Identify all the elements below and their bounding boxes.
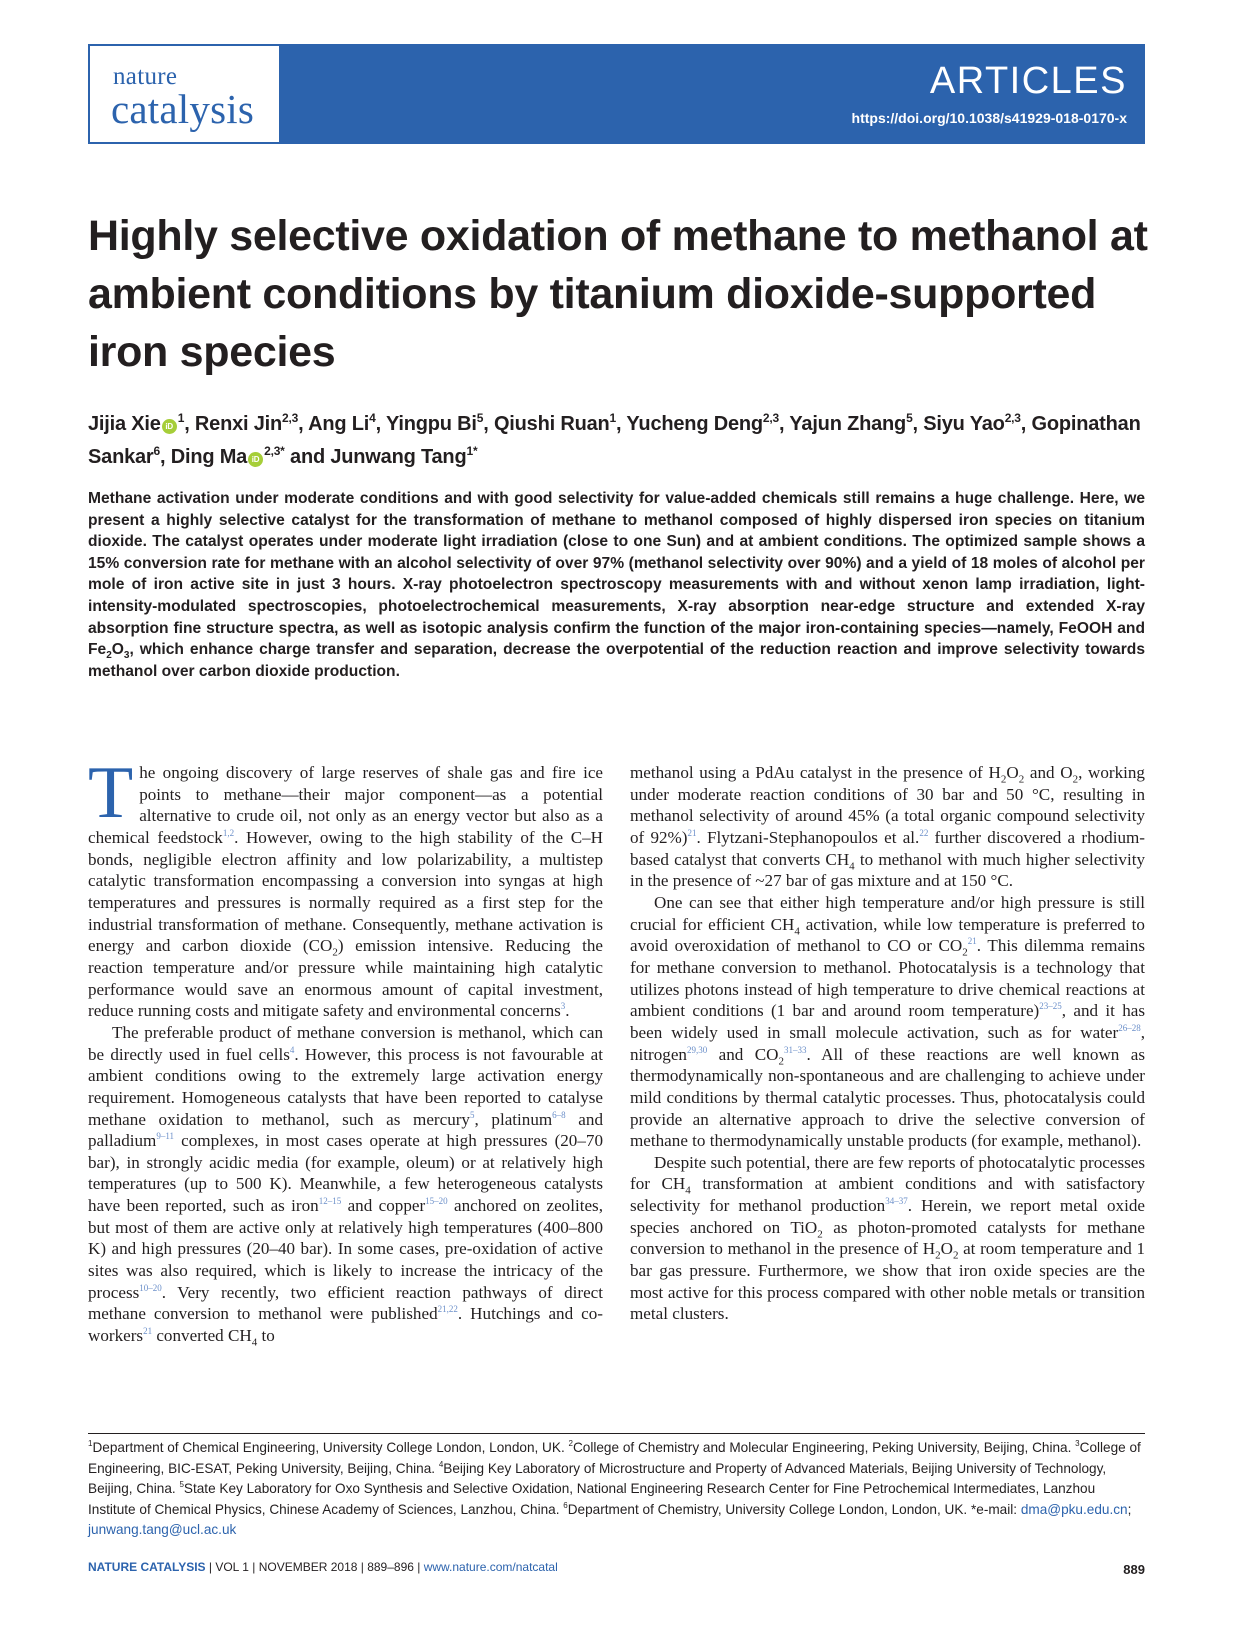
citation-ref[interactable]: 5 xyxy=(469,1109,475,1120)
author-name: Jijia Xie xyxy=(88,413,161,435)
citation-ref[interactable]: 1,2 xyxy=(222,827,235,838)
body-text: methanol using a PdAu catalyst in the presence of H xyxy=(630,763,1001,782)
author xyxy=(308,413,376,435)
author-affiliation: 1 xyxy=(177,411,185,425)
affiliation-number: 1 xyxy=(88,1439,93,1448)
citation-ref[interactable]: 34–37 xyxy=(885,1196,908,1207)
citation-ref[interactable]: 3 xyxy=(560,1001,566,1012)
citation-ref[interactable]: 6–8 xyxy=(552,1109,566,1120)
subscript: 4 xyxy=(251,1336,258,1349)
body-text: O xyxy=(1006,763,1019,782)
subscript: 2 xyxy=(1018,773,1025,786)
body-text: activation, while low temperature is preferred to avoid overoxidation of methanol to CO or CO xyxy=(630,914,1145,956)
author xyxy=(494,413,616,435)
abstract xyxy=(88,488,1145,682)
subscript: 2 xyxy=(952,1249,959,1262)
body-text: to methanol with much higher selectivity in the presence of ~27 bar of gas mixture and at 150 °C. xyxy=(630,849,1145,891)
section-label: ARTICLES xyxy=(929,60,1127,102)
affiliation-text: Department of Chemical Engineering, University College London, London, UK. xyxy=(92,1440,569,1455)
author-name: Qiushi Ruan xyxy=(493,413,610,435)
citation-ref[interactable]: 26–28 xyxy=(1118,1022,1141,1033)
subscript: 4 xyxy=(794,925,800,937)
author-name: Ding Ma xyxy=(170,446,248,468)
abstract-text-mid: O xyxy=(111,641,124,659)
body-text: . Hutchings and co-workers xyxy=(88,1304,604,1346)
citation-ref[interactable]: 21,22 xyxy=(437,1304,458,1315)
body-text: . Herein, we report metal oxide species anchored on TiO xyxy=(630,1196,1145,1237)
author-affiliation: 2,3 xyxy=(1004,411,1021,425)
journal-header xyxy=(88,44,1145,144)
citation-ref[interactable]: 21 xyxy=(143,1326,153,1337)
author xyxy=(195,413,298,435)
author-list: Jijia Xie $iD^1$, Renxi Jin$^{2,3}$, Ang Li$^4$, Yingpu Bi$^5$, Qiushi Ruan$^1$, Yucheng Deng$^{2,3}$, Yajun Zhang$^5$, Siyu Yao$^{2,3}$, Gopinathan Sankar$^6$, Ding Ma $iD^{2,3*}$ and Junwang Tang$^{1*}$ xyxy=(88,411,1141,468)
subscript: 2 xyxy=(1072,773,1079,786)
body-text: Despite such potential, there are few reports of photocatalytic processes for CH xyxy=(630,1152,1145,1194)
footer-issue-info: | VOL 1 | NOVEMBER 2018 | 889–896 | xyxy=(205,1560,424,1574)
citation-ref[interactable]: 15–20 xyxy=(425,1196,448,1207)
author-conjunction: and xyxy=(290,446,325,468)
email-link[interactable]: dma@pku.edu.cn xyxy=(1020,1501,1128,1517)
body-paragraph xyxy=(88,1022,603,1347)
abstract-subscript: 3 xyxy=(123,650,130,662)
body-text: to xyxy=(257,1326,275,1346)
author-name: Gopinathan Sankar xyxy=(88,413,1141,468)
citation-ref[interactable]: 10–20 xyxy=(139,1282,162,1293)
body-text: , platinum xyxy=(474,1109,553,1129)
author-affiliation: 2,3* xyxy=(264,444,285,458)
email-label: *e-mail: xyxy=(970,1501,1021,1517)
author-affiliation: 5 xyxy=(906,411,913,425)
body-text: , and it has been widely used in small molecule activation, such as for water xyxy=(630,1001,1145,1042)
body-paragraph xyxy=(630,762,1145,892)
citation-ref[interactable]: 22 xyxy=(919,827,929,838)
body-text: transformation at ambient conditions and with satisfactory selectivity for methanol production xyxy=(630,1174,1145,1216)
subscript: 2 xyxy=(778,1054,784,1067)
citation-ref[interactable]: 31–33 xyxy=(783,1044,807,1055)
logo-catalysis-text: catalysis xyxy=(111,86,254,132)
author-name: Siyu Yao xyxy=(923,413,1005,435)
author-affiliation: 4 xyxy=(369,411,376,425)
body-text: ) emission intensive. Reducing the reaction temperature and/or pressure while maintaining high catalytic performance would save an enormous amount of capital investment, reduce running costs and mitigate safety and environmental concerns xyxy=(88,936,603,1021)
page-number: 889 xyxy=(1123,1562,1145,1577)
body-paragraph xyxy=(88,752,603,1022)
author-affiliation: 2,3 xyxy=(282,411,299,425)
citation-ref[interactable]: 29,30 xyxy=(686,1044,708,1055)
author xyxy=(386,413,483,435)
email-link[interactable]: junwang.tang@ucl.ac.uk xyxy=(88,1522,237,1537)
body-text: . All of these reactions are well known as thermodynamically non-spontaneous and are challenging to achieve under mild conditions by thermal catalytic processes. Thus, photocatalysis could provide an alternative approach to drive the selective conversion of methane to thermodynamically unstable products (for example, methanol). xyxy=(630,1044,1145,1151)
author xyxy=(923,413,1021,435)
author xyxy=(88,413,184,435)
body-text: O xyxy=(940,1239,953,1259)
author-affiliation: 6 xyxy=(153,444,160,458)
author-affiliation: 2,3 xyxy=(762,411,779,425)
paragraph-content xyxy=(88,752,603,1021)
subscript: 2 xyxy=(1000,773,1007,786)
affiliation-text: State Key Laboratory for Oxo Synthesis and Selective Oxidation, National Engineering Research Center for Fine Petrochemical Intermediates, Lanzhou Institute of Chemical Physics, Chinese Academy of Sciences, Lanzhou, China. xyxy=(88,1481,1096,1517)
drop-cap: T xyxy=(88,752,134,834)
body-text: further discovered a rhodium-based catalyst that converts CH xyxy=(630,827,1145,869)
body-text: . This dilemma remains for methane conversion to methanol. Photocatalysis is a technology that utilizes photons instead of high temperature to drive chemical reactions at ambient conditions (1 bar and around room temperature) xyxy=(630,936,1145,1021)
affiliation-text: College of Chemistry and Molecular Engineering, Peking University, Beijing, China. xyxy=(572,1440,1076,1455)
logo-nature-text: nature xyxy=(113,63,178,90)
author-name: Yingpu Bi xyxy=(385,413,477,435)
author-name: Renxi Jin xyxy=(194,413,283,435)
subscript: 2 xyxy=(332,946,338,959)
author-affiliation: 1 xyxy=(609,411,617,425)
body-text: . Flytzani-Stephanopoulos et al. xyxy=(696,827,920,847)
citation-ref[interactable]: 4 xyxy=(289,1044,295,1055)
body-text: . However, this process is not favourable at ambient conditions owing to the extremely large activation energy requirement. Homogeneous catalysts that have been reported to catalyse methane oxidation to methanol, such as mercury xyxy=(88,1044,603,1129)
affiliation-text: College of Engineering, BIC-ESAT, Peking University, Beijing, China. xyxy=(88,1440,1141,1476)
author xyxy=(330,446,477,468)
body-text: complexes, in most cases operate at high pressures (20–70 bar), in strongly acidic media (for example, oleum) or at relatively high temperatures (up to 500 K). Meanwhile, a few heterogeneous catalysts have been reported, such as iron xyxy=(88,1131,603,1216)
subscript: 2 xyxy=(962,946,968,959)
body-text: at room temperature and 1 bar gas pressure. Furthermore, we show that iron oxide species are the most active for this process compared with other noble metals or transition metal clusters. xyxy=(630,1239,1145,1324)
body-text: . However, owing to the high stability of the C–H bonds, negligible electron affinity and low polarizability, a multistep catalytic transformation encompassing a conversion into syngas at high temperatures and pressures is normally required as a first step for the industrial transformation of methane. Consequently, methane activation is energy and carbon dioxide (CO xyxy=(88,827,603,956)
body-text: and CO xyxy=(707,1044,779,1064)
journal-logo[interactable] xyxy=(90,46,279,142)
subscript: 4 xyxy=(849,860,855,873)
subscript: 2 xyxy=(935,1249,941,1262)
author-affiliation: 1* xyxy=(466,444,478,458)
citation-ref[interactable]: 21 xyxy=(967,936,977,947)
affiliations: $^1$Department of Chemical Engineering, University College London, London, UK. $^2$College of Chemistry and Molecular Engineering, Peking University, Beijing, China. $^3$College of Engineering, BIC-ESAT, Peking University, Beijing, China. $^4$Beijing Key Laboratory of Microstructure and Property of Advanced Materials, Beijing University of Technology, Beijing, China. $^5$State Key Laboratory for Oxo Synthesis and Selective Oxidation, National Engineering Research Center for Fine Petrochemical Intermediates, Lanzhou Institute of Chemical Physics, Chinese Academy of Sciences, Lanzhou, China. $^6$Department of Chemistry, University College London, London, UK. *e-mail: dma@pku.edu.cn; junwang.tang@ucl.ac.uk xyxy=(88,1439,1141,1537)
body-text: , working under moderate reaction conditions of 30 bar and 50 °C, resulting in methanol selectivity of around 45% (a total organic compound selectivity of 92%) xyxy=(630,763,1145,847)
author xyxy=(171,446,285,468)
body-text: and O xyxy=(1024,763,1073,782)
body-column-right xyxy=(630,762,1145,1325)
body-text: as photon-promoted catalysts for methane conversion to methanol in the presence of H xyxy=(630,1217,1145,1259)
orcid-icon[interactable]: iD xyxy=(162,419,177,434)
author xyxy=(626,413,779,435)
abstract-text-2: , which enhance charge transfer and separation, decrease the overpotential of the reduction reaction and improve selectivity towards methanol over carbon dioxide production. xyxy=(88,641,1145,680)
article-title: Highly selective oxidation of methane to methanol at ambient conditions by titanium dioxide-supported iron species xyxy=(88,212,1148,376)
subscript: 4 xyxy=(685,1184,691,1197)
doi-link[interactable]: https://doi.org/10.1038/s41929-018-0170-x xyxy=(851,110,1127,126)
abstract-subscript: 2 xyxy=(106,650,112,662)
body-column-left xyxy=(88,752,604,1349)
body-paragraph xyxy=(630,892,1145,1152)
orcid-icon[interactable]: iD xyxy=(248,452,263,467)
citation-ref[interactable]: 9–11 xyxy=(156,1131,175,1142)
body-text: converted CH xyxy=(152,1326,252,1346)
footer-journal-link[interactable]: www.nature.com/natcatal xyxy=(423,1560,558,1574)
subscript: 2 xyxy=(817,1228,823,1241)
body-text: . xyxy=(565,1001,570,1021)
affiliation-number: 3 xyxy=(1075,1439,1080,1448)
author-affiliation: 5 xyxy=(476,411,484,425)
affiliation-number: 4 xyxy=(438,1459,444,1469)
citation-ref[interactable]: 23–25 xyxy=(1039,1001,1062,1012)
citation-ref[interactable]: 21 xyxy=(687,827,697,838)
author-name: Yajun Zhang xyxy=(789,413,907,435)
footer-journal-name: NATURE CATALYSIS xyxy=(88,1560,206,1574)
body-text: . Very recently, two efficient reaction pathways of direct methane conversion to methanol were published xyxy=(88,1282,603,1324)
author-name: Ang Li xyxy=(308,413,370,435)
body-text: and copper xyxy=(341,1196,426,1216)
body-text: , nitrogen xyxy=(630,1022,1145,1064)
body-text: and palladium xyxy=(88,1109,603,1151)
page-footer xyxy=(88,1560,558,1574)
author-name: Yucheng Deng xyxy=(626,413,763,435)
abstract-text-1: Methane activation under moderate conditions and with good selectivity for value-added chemicals still remains a huge challenge. Here, we present a highly selective catalyst for the transformation of methane to methanol composed of highly dispersed iron species on titanium dioxide. The catalyst operates under moderate light irradiation (close to one Sun) and at ambient conditions. The optimized sample shows a 15% conversion rate for methane with an alcohol selectivity of over 97% (methanol selectivity over 90%) and a yield of 18 moles of alcohol per mole of iron active site in just 3 hours. X-ray photoelectron spectroscopy measurements with and without xenon lamp irradiation, light-intensity-modulated spectroscopies, photoelectrochemical measurements, X-ray absorption near-edge structure and extended X-ray absorption fine structure spectra, as well as isotopic analysis confirm the function of the major iron-containing species—namely, FeOOH and Fe xyxy=(88,490,1145,659)
body-text: One can see that either high temperature and/or high pressure is still crucial for efficient CH xyxy=(630,892,1145,934)
body-text: he ongoing discovery of large reserves of shale gas and fire ice points to methane—their major component—as a potential alternative to crude oil, not only as an energy vector but also as a chemical feedstock xyxy=(88,763,603,847)
affiliation-text: Department of Chemistry, University College London, London, UK. xyxy=(567,1501,971,1517)
affiliation-text: Beijing Key Laboratory of Microstructure and Property of Advanced Materials, Beijing University of Technology, Beijing, China. xyxy=(88,1460,1107,1496)
body-paragraph xyxy=(630,1152,1145,1325)
affiliation-number: 6 xyxy=(563,1500,568,1510)
citation-ref[interactable]: 12–15 xyxy=(318,1196,342,1207)
affiliation-number: 5 xyxy=(179,1480,184,1489)
footnote-divider xyxy=(88,1433,1145,1434)
affiliation-number: 2 xyxy=(568,1439,573,1448)
body-text: anchored on zeolites, but most of them are active only at relatively high temperatures (400–800 K) and high pressures (20–40 bar). In some cases, pre-oxidation of active sites was also required, which is likely to increase the intricacy of the process xyxy=(88,1196,603,1302)
author xyxy=(789,413,912,435)
body-text: The preferable product of methane conversion is methanol, which can be directly used in fuel cells xyxy=(88,1022,603,1064)
author-name: Junwang Tang xyxy=(330,446,467,468)
